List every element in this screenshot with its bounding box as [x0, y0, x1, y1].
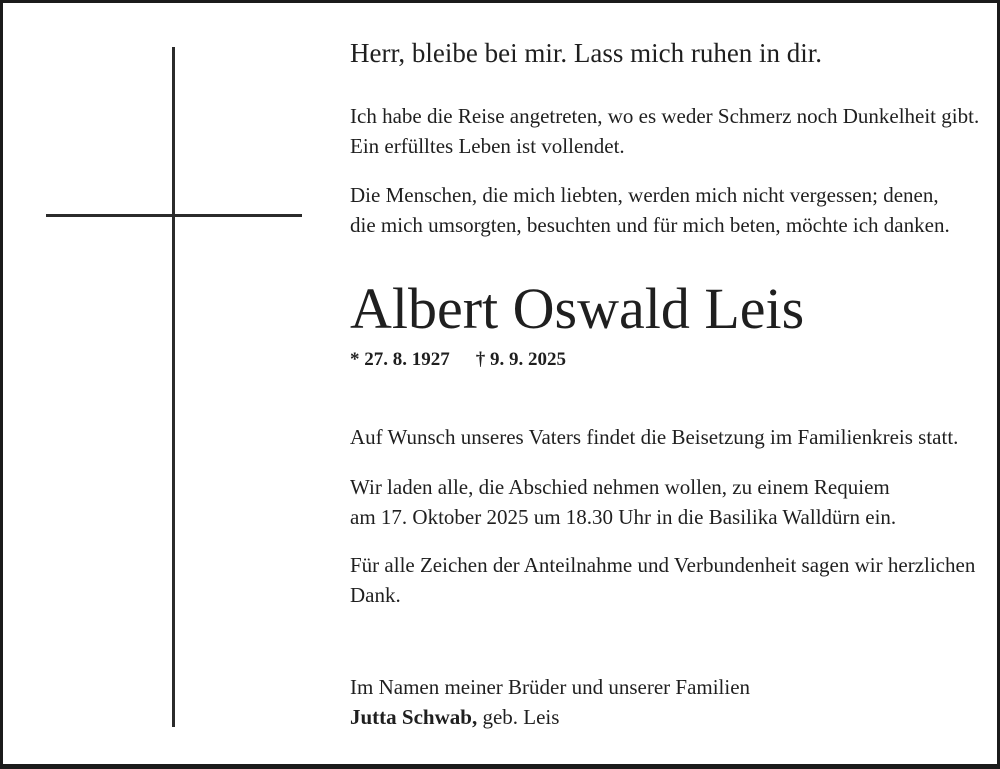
deceased-name: Albert Oswald Leis — [350, 276, 805, 341]
thanks-line2: Dank. — [350, 583, 401, 607]
opening-quote: Herr, bleibe bei mir. Lass mich ruhen in dir. — [350, 38, 823, 68]
thanks-paragraph — [350, 550, 990, 610]
verse2-line2: die mich umsorgten, besuchten und für mich beten, möchte ich danken. — [350, 213, 950, 237]
death-date: † 9. 9. 2025 — [475, 349, 566, 370]
thanks-line1: Für alle Zeichen der Anteilnahme und Verbundenheit sagen wir herzlichen — [350, 553, 976, 577]
cross-horizontal-line — [46, 214, 302, 217]
requiem-paragraph — [350, 472, 990, 532]
birth-date: * 27. 8. 1927 — [350, 349, 450, 370]
closing-line2 — [350, 702, 990, 732]
requiem-line1: Wir laden alle, die Abschied nehmen wollen, zu einem Requiem — [350, 475, 890, 499]
verse2-line1: Die Menschen, die mich liebten, werden mich nicht vergessen; denen, — [350, 183, 939, 207]
verse-paragraph-2 — [350, 180, 990, 240]
verse1-line2: Ein erfülltes Leben ist vollendet. — [350, 134, 625, 158]
cross-vertical-line — [172, 47, 175, 727]
verse1-line1: Ich habe die Reise angetreten, wo es weder Schmerz noch Dunkelheit gibt. — [350, 104, 980, 128]
requiem-line2: am 17. Oktober 2025 um 18.30 Uhr in die Basilika Walldürn ein. — [350, 505, 897, 529]
mourner-name: Jutta Schwab, — [350, 705, 478, 729]
verse-paragraph-1 — [350, 101, 990, 161]
burial-paragraph: Auf Wunsch unseres Vaters findet die Beisetzung im Familienkreis statt. — [350, 425, 959, 449]
life-dates — [350, 348, 990, 372]
closing-line1: Im Namen meiner Brüder und unserer Familien — [350, 675, 751, 699]
mourner-suffix: geb. Leis — [477, 705, 560, 729]
closing-paragraph — [350, 672, 990, 732]
